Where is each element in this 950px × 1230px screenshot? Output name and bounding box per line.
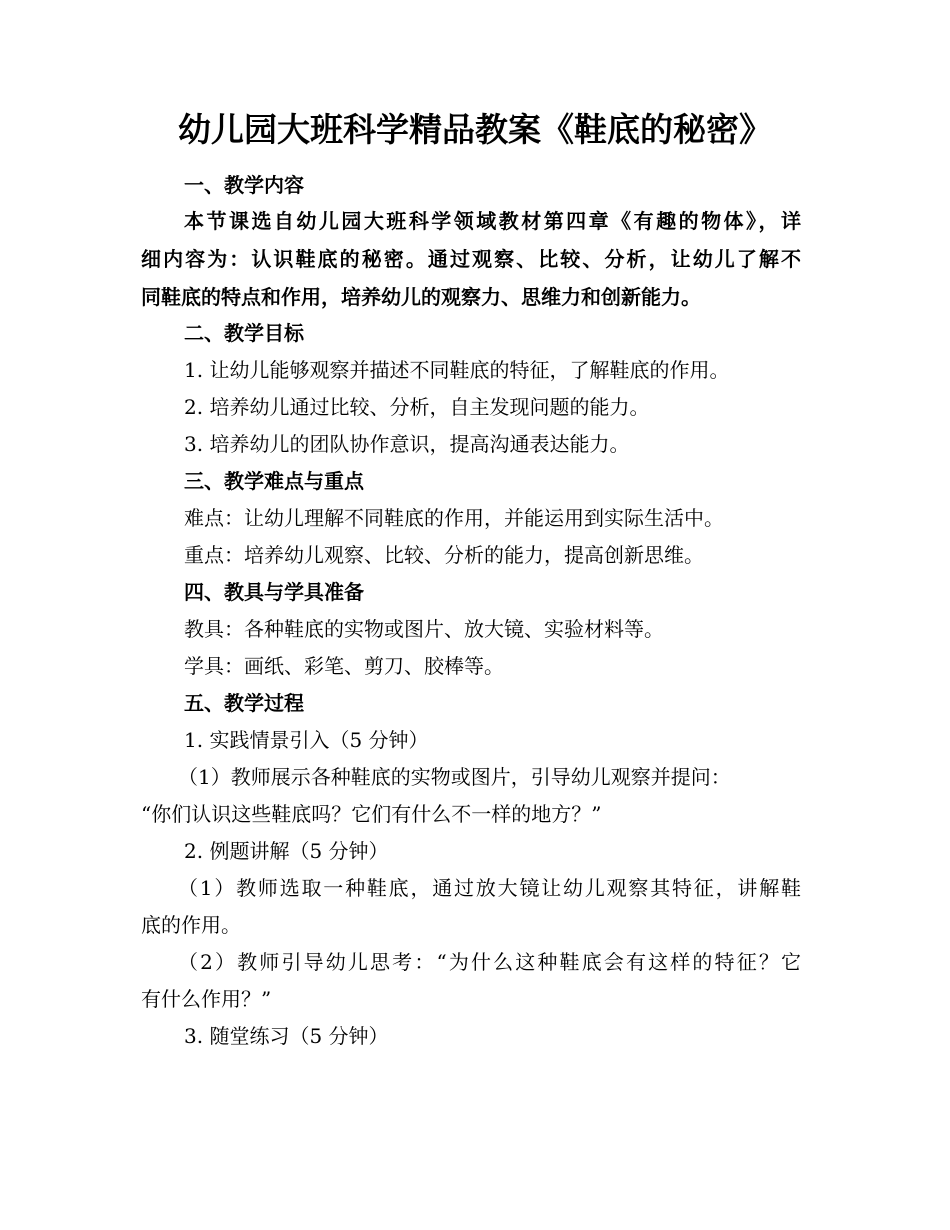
section-heading-materials: 四、教具与学具准备 (184, 580, 364, 604)
process-step-3: 3. 随堂练习（5 分钟） (184, 1024, 389, 1048)
content-paragraph-line-3: 同鞋底的特点和作用，培养幼儿的观察力、思维力和创新能力。 (141, 285, 701, 309)
teacher-tools-text: 教具：各种鞋底的实物或图片、放大镜、实验材料等。 (184, 617, 664, 641)
difficulty-text: 难点：让幼儿理解不同鞋底的作用，并能运用到实际生活中。 (184, 506, 724, 530)
goal-item-2: 2. 培养幼儿通过比较、分析，自主发现问题的能力。 (184, 395, 650, 419)
section-heading-goals: 二、教学目标 (184, 321, 304, 345)
content-paragraph-line-2: 细内容为：认识鞋底的秘密。通过观察、比较、分析，让幼儿了解不 (141, 247, 801, 271)
process-step-2: 2. 例题讲解（5 分钟） (184, 839, 389, 863)
content-paragraph-line-1: 本节课选自幼儿园大班科学领域教材第四章《有趣的物体》，详 (184, 209, 801, 233)
section-heading-content: 一、教学内容 (184, 173, 304, 197)
goal-item-1: 1. 让幼儿能够观察并描述不同鞋底的特征，了解鞋底的作用。 (184, 358, 730, 382)
key-point-text: 重点：培养幼儿观察、比较、分析的能力，提高创新思维。 (184, 543, 704, 567)
section-heading-process: 五、教学过程 (184, 691, 304, 715)
process-step-1: 1. 实践情景引入（5 分钟） (184, 728, 429, 752)
process-step-2-item-1-line-1: （1）教师选取一种鞋底，通过放大镜让幼儿观察其特征，讲解鞋 (178, 876, 801, 900)
process-step-2-item-2-line-1: （2）教师引导幼儿思考：“为什么这种鞋底会有这样的特征？它 (178, 950, 801, 974)
document-title: 幼儿园大班科学精品教案《鞋底的秘密》 (178, 110, 772, 149)
student-tools-text: 学具：画纸、彩笔、剪刀、胶棒等。 (184, 654, 504, 678)
process-step-2-item-1-line-2: 底的作用。 (141, 913, 241, 937)
process-step-1-item-1-line-1: （1）教师展示各种鞋底的实物或图片，引导幼儿观察并提问： (178, 765, 731, 789)
process-step-2-item-2-line-2: 有什么作用？” (141, 987, 272, 1011)
goal-item-3: 3. 培养幼儿的团队协作意识，提高沟通表达能力。 (184, 432, 630, 456)
section-heading-difficulty-key: 三、教学难点与重点 (184, 469, 364, 493)
process-step-1-item-1-line-2: “你们认识这些鞋底吗？它们有什么不一样的地方？” (141, 802, 602, 826)
